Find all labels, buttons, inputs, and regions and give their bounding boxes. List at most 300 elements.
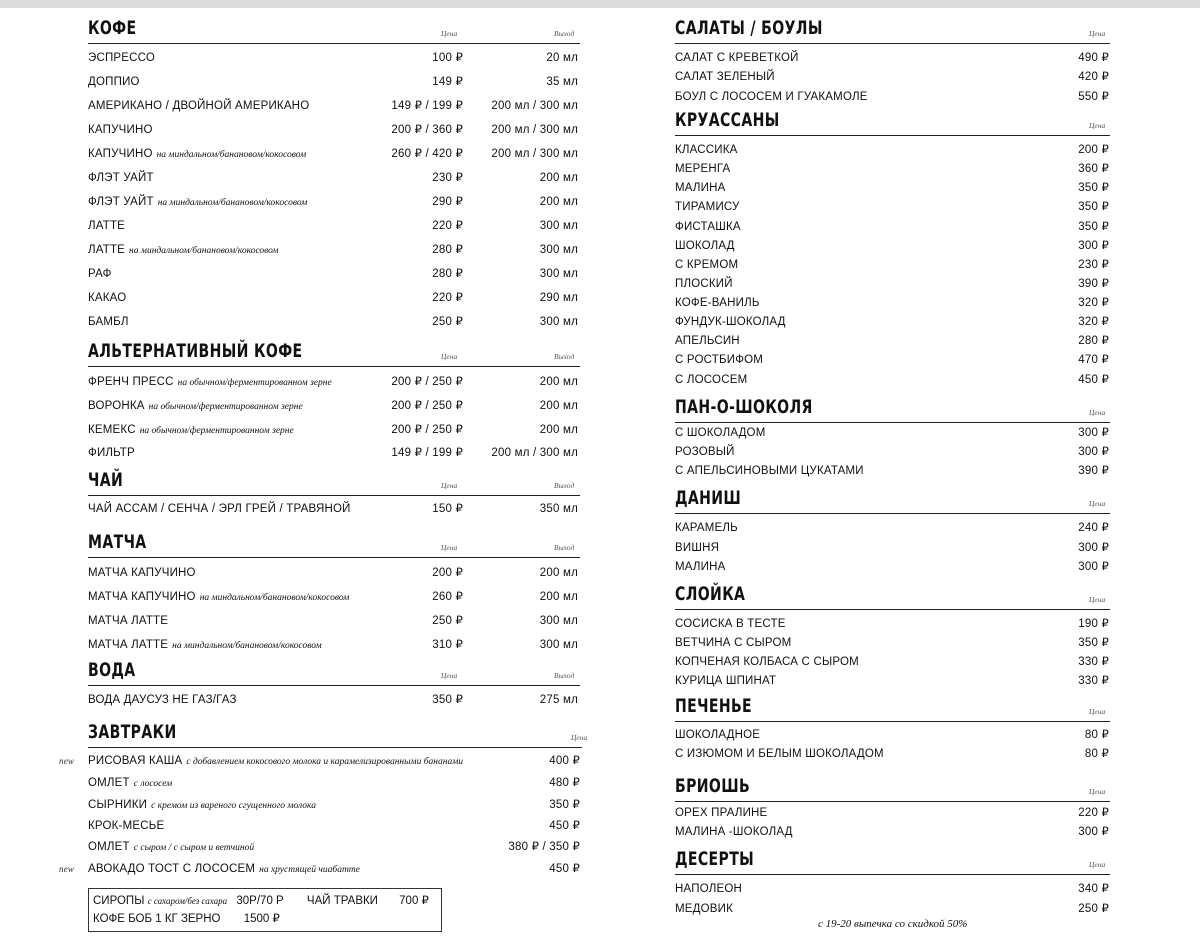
section-title: САЛАТЫ / БОУЛЫ — [675, 17, 823, 39]
price-column-header: Цена — [1089, 787, 1106, 796]
item-price: 330 ₽ — [1078, 675, 1109, 687]
item-name-text: МАЛИНА — [675, 182, 726, 194]
item-volume: 200 мл / 300 мл — [491, 447, 578, 459]
price-column-header: Цена — [1089, 408, 1106, 417]
item-note: с кремом из вареного сгущенного молока — [151, 801, 316, 811]
item-name — [88, 636, 322, 655]
item-note: на хрустящей чиабатте — [259, 865, 360, 875]
item-note: с добавлением кокосового молока и карамелизированными бананами — [186, 757, 464, 767]
item-volume: 200 мл — [539, 196, 578, 208]
section-divider — [88, 747, 582, 748]
price-column-header: Цена — [1089, 595, 1106, 604]
item-name — [88, 121, 153, 139]
section-title: СЛОЙКА — [675, 583, 746, 605]
item-name-text: АМЕРИКАНО / ДВОЙНОЙ АМЕРИКАНО — [88, 100, 310, 112]
item-name — [675, 275, 733, 293]
menu-item-row — [88, 373, 580, 391]
item-volume: 200 мл — [539, 376, 578, 388]
item-price: 230 ₽ — [432, 172, 463, 184]
item-name-text: АПЕЛЬСИН — [675, 335, 740, 347]
item-name — [675, 615, 786, 633]
syrups-price: 30Р/70 Р — [236, 895, 284, 907]
item-name — [88, 145, 306, 164]
item-name-text: ТИРАМИСУ — [675, 201, 740, 213]
item-name-text: ВИШНЯ — [675, 542, 720, 554]
item-note: с сыром / с сыром и ветчиной — [133, 843, 255, 853]
item-name — [88, 217, 125, 235]
price-column-header: Цена — [1089, 707, 1106, 716]
item-name — [675, 313, 786, 331]
menu-item-row — [675, 634, 1110, 652]
menu-item-row — [88, 421, 580, 439]
item-name-text: ОМЛЕТ — [88, 841, 130, 853]
item-price: 250 ₽ — [432, 316, 463, 328]
item-name — [88, 612, 168, 630]
item-price: 200 ₽ / 250 ₽ — [391, 376, 463, 388]
item-volume: 300 мл — [539, 615, 578, 627]
price-column-header: Цена — [441, 29, 458, 38]
item-name-text: МАТЧА КАПУЧИНО — [88, 567, 196, 579]
item-name-text: КАПУЧИНО — [88, 124, 153, 136]
menu-item-row — [675, 141, 1110, 159]
menu-item-row — [59, 752, 582, 770]
item-volume: 20 мл — [546, 52, 578, 64]
item-name — [675, 462, 864, 480]
menu-item-row — [675, 462, 1110, 480]
item-price: 220 ₽ — [432, 292, 463, 304]
menu-item-row — [88, 636, 580, 654]
price-column-header: Цена — [441, 671, 458, 680]
item-price: 240 ₽ — [1078, 522, 1109, 534]
item-name — [675, 634, 791, 652]
section-divider — [675, 801, 1110, 802]
tea-label: ЧАЙ ТРАВКИ — [306, 895, 378, 907]
item-name-text: ФИЛЬТР — [88, 447, 135, 459]
item-name — [675, 558, 726, 576]
item-price: 260 ₽ / 420 ₽ — [391, 148, 463, 160]
syrups-label: СИРОПЫ — [93, 895, 145, 907]
item-name-text: МАЛИНА — [675, 561, 726, 573]
item-price: 250 ₽ — [432, 615, 463, 627]
menu-item-row — [88, 564, 580, 582]
item-name-text: МАЛИНА -ШОКОЛАД — [675, 826, 793, 838]
item-name-text: СОСИСКА В ТЕСТЕ — [675, 618, 786, 630]
item-name-text: МЕДОВИК — [675, 903, 734, 915]
section-divider — [675, 43, 1110, 44]
menu-item-row — [675, 218, 1110, 236]
item-name — [675, 141, 738, 159]
menu-item-row — [675, 823, 1110, 841]
item-price: 200 ₽ / 250 ₽ — [391, 400, 463, 412]
item-name — [675, 160, 730, 178]
item-name — [88, 500, 351, 518]
menu-item-row — [675, 88, 1110, 106]
price-column-header: Цена — [571, 733, 588, 742]
item-name — [675, 443, 735, 461]
section-title: КОФЕ — [88, 17, 137, 39]
item-name-text: ЧАЙ АССАМ / СЕНЧА / ЭРЛ ГРЕЙ / ТРАВЯНОЙ — [88, 503, 351, 515]
item-price: 260 ₽ — [432, 591, 463, 603]
item-volume: 290 мл — [539, 292, 578, 304]
menu-item-row — [675, 179, 1110, 197]
item-price: 330 ₽ — [1078, 656, 1109, 668]
item-price: 350 ₽ — [1078, 182, 1109, 194]
item-note: с лососем — [133, 779, 173, 789]
item-name — [88, 444, 135, 462]
item-price: 300 ₽ — [1078, 240, 1109, 252]
item-price: 350 ₽ — [432, 694, 463, 706]
item-name-text: ШОКОЛАД — [675, 240, 735, 252]
new-badge: new — [59, 864, 75, 874]
item-volume: 200 мл — [539, 172, 578, 184]
item-name — [88, 241, 279, 260]
menu-item-row — [88, 265, 580, 283]
extras-box — [88, 888, 442, 932]
section-title: ДАНИШ — [675, 487, 742, 509]
volume-column-header: Выход — [554, 481, 575, 490]
volume-column-header: Выход — [554, 29, 575, 38]
item-price: 290 ₽ — [432, 196, 463, 208]
item-price: 300 ₽ — [1078, 561, 1109, 573]
item-price: 280 ₽ — [432, 244, 463, 256]
menu-item-row — [88, 774, 582, 792]
top-strip — [0, 0, 1200, 8]
menu-item-row — [88, 49, 580, 67]
item-name-text: МАТЧА ЛАТТЕ — [88, 615, 169, 627]
price-column-header: Цена — [1089, 860, 1106, 869]
item-name-text: С РОСТБИФОМ — [675, 354, 764, 366]
item-price: 80 ₽ — [1084, 748, 1109, 760]
price-column-header: Цена — [1089, 29, 1106, 38]
item-name — [675, 823, 793, 841]
item-price: 300 ₽ — [1078, 427, 1109, 439]
item-name-text: С ШОКОЛАДОМ — [675, 427, 766, 439]
section-title: ЗАВТРАКИ — [88, 721, 177, 743]
item-volume: 300 мл — [539, 244, 578, 256]
item-name — [675, 294, 760, 312]
item-name-text: НАПОЛЕОН — [675, 883, 742, 895]
menu-item-row — [675, 294, 1110, 312]
item-name-text: САЛАТ С КРЕВЕТКОЙ — [675, 52, 799, 64]
menu-item-row — [88, 313, 580, 331]
menu-item-row — [88, 691, 580, 709]
menu-item-row — [88, 588, 580, 606]
item-name — [675, 880, 742, 898]
item-note: на миндальном/банановом/кокосовом — [199, 593, 350, 603]
item-volume: 200 мл — [539, 424, 578, 436]
item-price: 390 ₽ — [1078, 465, 1109, 477]
item-price: 100 ₽ — [432, 52, 463, 64]
item-name-text: ФЛЭТ УАЙТ — [88, 172, 154, 184]
menu-item-row — [675, 256, 1110, 274]
item-price: 320 ₽ — [1078, 297, 1109, 309]
item-price: 200 ₽ — [1078, 144, 1109, 156]
item-name — [675, 539, 719, 557]
menu-item-row — [88, 612, 580, 630]
tea-price: 700 ₽ — [399, 895, 429, 907]
item-volume: 200 мл — [539, 400, 578, 412]
volume-column-header: Выход — [554, 543, 575, 552]
item-name-text: АВОКАДО ТОСТ С ЛОСОСЕМ — [88, 863, 256, 875]
item-price: 149 ₽ — [432, 76, 463, 88]
item-name — [675, 424, 765, 442]
item-name — [675, 371, 747, 389]
item-name — [675, 68, 775, 86]
item-name-text: КЕМЕКС — [88, 424, 136, 436]
menu-item-row — [88, 241, 580, 259]
menu-item-row — [675, 160, 1110, 178]
menu-item-row — [675, 424, 1110, 442]
menu-item-row — [675, 558, 1110, 576]
item-name-text: МЕРЕНГА — [675, 163, 731, 175]
item-note: на обычном/ферментированном зерне — [139, 426, 294, 436]
syrups-note: с сахаром/без сахара — [147, 896, 228, 906]
item-name-text: ЛАТТЕ — [88, 244, 126, 256]
item-name — [675, 179, 726, 197]
item-name-text: ВЕТЧИНА С СЫРОМ — [675, 637, 792, 649]
item-name — [88, 691, 237, 709]
item-price: 300 ₽ — [1078, 826, 1109, 838]
item-name — [675, 726, 760, 744]
price-column-header: Цена — [441, 352, 458, 361]
item-note: на миндальном/банановом/кокосовом — [129, 246, 279, 256]
item-name — [675, 672, 776, 690]
item-name-text: ЛАТТЕ — [88, 220, 126, 232]
item-price: 340 ₽ — [1078, 883, 1109, 895]
item-name-text: СЫРНИКИ — [88, 799, 148, 811]
section-divider — [675, 874, 1110, 875]
section-title: БРИОШЬ — [675, 775, 751, 797]
section-divider — [88, 557, 580, 558]
item-note: на обычном/ферментированном зерне — [148, 402, 303, 412]
menu-item-row — [675, 68, 1110, 86]
item-price: 470 ₽ — [1078, 354, 1109, 366]
price-column-header: Цена — [441, 481, 458, 490]
item-name-text: С ЛОСОСЕМ — [675, 374, 748, 386]
item-name-text: С ИЗЮМОМ И БЕЛЫМ ШОКОЛАДОМ — [675, 748, 884, 760]
menu-item-row — [59, 860, 582, 878]
item-name — [88, 49, 155, 67]
menu-item-row — [675, 615, 1110, 633]
item-name-text: КАРАМЕЛЬ — [675, 522, 738, 534]
section-divider — [88, 685, 580, 686]
discount-footnote: с 19-20 выпечка со скидкой 50% — [818, 918, 968, 930]
item-volume: 200 мл / 300 мл — [491, 100, 578, 112]
item-name-text: САЛАТ ЗЕЛЕНЫЙ — [675, 71, 775, 83]
menu-item-row — [675, 332, 1110, 350]
item-price: 200 ₽ / 250 ₽ — [391, 424, 463, 436]
beans-price: 1500 ₽ — [243, 913, 280, 925]
menu-item-row — [88, 817, 582, 835]
price-column-header: Цена — [1089, 121, 1106, 130]
menu-item-row — [88, 145, 580, 163]
menu-item-row — [88, 289, 580, 307]
beans-label: КОФЕ БОБ 1 КГ ЗЕРНО — [93, 913, 221, 925]
item-name-text: ДОППИО — [88, 76, 140, 88]
menu-item-row — [675, 804, 1110, 822]
item-name — [88, 397, 303, 416]
menu-item-row — [88, 444, 580, 462]
section-title: ДЕСЕРТЫ — [675, 848, 755, 870]
item-price: 350 ₽ — [1078, 637, 1109, 649]
item-price: 450 ₽ — [549, 863, 580, 875]
item-name — [675, 745, 884, 763]
item-price: 450 ₽ — [1078, 374, 1109, 386]
menu-item-row — [88, 217, 580, 235]
item-name — [88, 588, 349, 607]
item-name-text: ФРЕНЧ ПРЕСС — [88, 376, 174, 388]
item-name-text: КЛАССИКА — [675, 144, 738, 156]
item-name — [675, 332, 740, 350]
item-price: 390 ₽ — [1078, 278, 1109, 290]
menu-item-row — [88, 838, 582, 856]
section-title: ЧАЙ — [88, 469, 124, 491]
menu-item-row — [675, 672, 1110, 690]
section-title: АЛЬТЕРНАТИВНЫЙ КОФЕ — [88, 340, 303, 362]
item-price: 550 ₽ — [1078, 91, 1109, 103]
section-divider — [675, 513, 1110, 514]
menu-item-row — [88, 796, 582, 814]
item-price: 220 ₽ — [1078, 807, 1109, 819]
menu-item-row — [675, 900, 1110, 918]
item-name-text: ПЛОСКИЙ — [675, 278, 733, 290]
item-volume: 200 мл — [539, 567, 578, 579]
item-name — [675, 198, 740, 216]
item-price: 320 ₽ — [1078, 316, 1109, 328]
item-name — [88, 265, 112, 283]
menu-item-row — [675, 880, 1110, 898]
item-name — [675, 804, 767, 822]
item-name — [88, 796, 316, 815]
item-name-text: ФИСТАШКА — [675, 221, 741, 233]
item-note: на миндальном/банановом/кокосовом — [156, 150, 307, 160]
item-name-text: КОФЕ-ВАНИЛЬ — [675, 297, 760, 309]
volume-column-header: Выход — [554, 352, 575, 361]
price-column-header: Цена — [1089, 499, 1106, 508]
section-divider — [675, 609, 1110, 610]
menu-item-row — [675, 443, 1110, 461]
extras-line-2 — [93, 910, 280, 928]
item-volume: 300 мл — [539, 316, 578, 328]
menu-item-row — [675, 653, 1110, 671]
item-name — [88, 73, 140, 91]
item-volume: 300 мл — [539, 220, 578, 232]
item-name-text: МАТЧА ЛАТТЕ — [88, 639, 169, 651]
item-name — [675, 256, 738, 274]
menu-item-row — [675, 275, 1110, 293]
menu-item-row — [675, 351, 1110, 369]
menu-item-row — [675, 371, 1110, 389]
item-name — [88, 169, 154, 187]
item-name-text: БОУЛ С ЛОСОСЕМ И ГУАКАМОЛЕ — [675, 91, 868, 103]
item-price: 300 ₽ — [1078, 542, 1109, 554]
item-name-text: РАФ — [88, 268, 112, 280]
item-note: на обычном/ферментированном зерне — [177, 378, 332, 388]
section-title: КРУАССАНЫ — [675, 109, 780, 131]
item-name — [675, 653, 859, 671]
item-price: 250 ₽ — [1078, 903, 1109, 915]
item-price: 420 ₽ — [1078, 71, 1109, 83]
item-name — [675, 351, 763, 369]
item-price: 220 ₽ — [432, 220, 463, 232]
item-name-text: ЭСПРЕССО — [88, 52, 156, 64]
menu-item-row — [88, 169, 580, 187]
item-name-text: РОЗОВЫЙ — [675, 446, 735, 458]
item-name — [675, 218, 741, 236]
item-price: 450 ₽ — [549, 820, 580, 832]
menu-item-row — [675, 237, 1110, 255]
item-name-text: КОПЧЕНАЯ КОЛБАСА С СЫРОМ — [675, 656, 859, 668]
item-price: 200 ₽ / 360 ₽ — [391, 124, 463, 136]
menu-item-row — [675, 539, 1110, 557]
item-price: 200 ₽ — [432, 567, 463, 579]
item-name — [88, 421, 294, 440]
menu-item-row — [88, 73, 580, 91]
item-price: 350 ₽ — [1078, 221, 1109, 233]
item-name-text: ФЛЭТ УАЙТ — [88, 196, 154, 208]
item-name-text: МАТЧА КАПУЧИНО — [88, 591, 196, 603]
item-name — [88, 373, 332, 392]
item-price: 150 ₽ — [432, 503, 463, 515]
item-name-text: ОМЛЕТ — [88, 777, 130, 789]
item-name — [675, 519, 738, 537]
extras-line-1 — [93, 892, 429, 910]
item-price: 400 ₽ — [549, 755, 580, 767]
item-name — [88, 564, 196, 582]
item-name-text: БАМБЛ — [88, 316, 129, 328]
item-volume: 200 мл — [539, 591, 578, 603]
menu-item-row — [675, 198, 1110, 216]
item-name-text: ВОДА ДАУСУЗ НЕ ГАЗ/ГАЗ — [88, 694, 237, 706]
item-price: 190 ₽ — [1078, 618, 1109, 630]
item-name-text: КАПУЧИНО — [88, 148, 153, 160]
item-name — [88, 97, 309, 115]
item-name — [675, 237, 735, 255]
item-price: 280 ₽ — [432, 268, 463, 280]
item-name — [88, 774, 172, 793]
item-price: 230 ₽ — [1078, 259, 1109, 271]
section-divider — [88, 495, 580, 496]
item-price: 300 ₽ — [1078, 446, 1109, 458]
item-volume: 300 мл — [539, 639, 578, 651]
section-divider — [675, 422, 1110, 423]
item-note: на миндальном/банановом/кокосовом — [172, 641, 322, 651]
section-divider — [88, 43, 580, 44]
item-name — [88, 193, 307, 212]
section-title: МАТЧА — [88, 531, 147, 553]
item-price: 149 ₽ / 199 ₽ — [391, 447, 463, 459]
section-divider — [88, 366, 580, 367]
item-name — [88, 860, 360, 879]
item-price: 350 ₽ — [549, 799, 580, 811]
volume-column-header: Выход — [554, 671, 575, 680]
item-name — [88, 289, 126, 307]
item-volume: 200 мл / 300 мл — [491, 124, 578, 136]
price-column-header: Цена — [441, 543, 458, 552]
menu-item-row — [675, 519, 1110, 537]
menu-item-row — [88, 193, 580, 211]
item-name-text: ВОРОНКА — [88, 400, 145, 412]
item-price: 380 ₽ / 350 ₽ — [508, 841, 580, 853]
item-name-text: ШОКОЛАДНОЕ — [675, 729, 761, 741]
section-divider — [675, 721, 1110, 722]
section-title: ВОДА — [88, 659, 136, 681]
item-price: 310 ₽ — [432, 639, 463, 651]
item-price: 80 ₽ — [1084, 729, 1109, 741]
item-note: на миндальном/банановом/кокосовом — [157, 198, 308, 208]
menu-item-row — [88, 397, 580, 415]
item-name — [675, 49, 799, 67]
